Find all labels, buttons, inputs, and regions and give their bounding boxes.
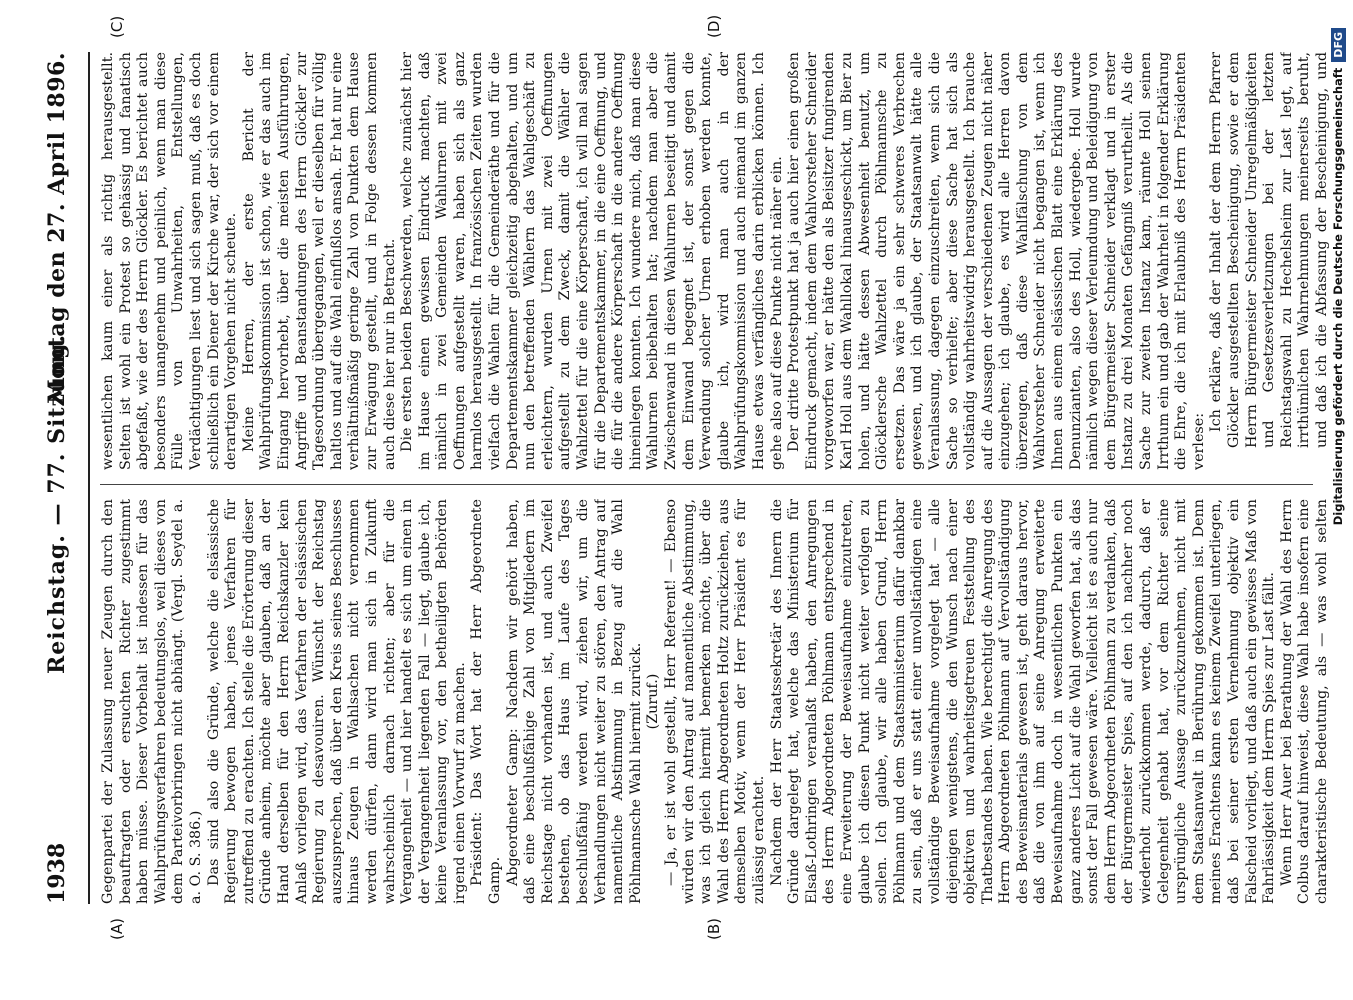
paragraph: Wenn Herr Auer bei Berathung der Wahl des Herrn Colbus darauf hinweist, diese Wahl habe insofern eine charakteristische Bedeutung, als — was wohl selten — [1278, 499, 1330, 904]
margin-marker-a: (A) — [108, 918, 126, 940]
paragraph: Nachdem der Herr Staatssekretär des Innern die Gründe dargelegt hat, welche das Ministerium für Elsaß-Lothringen veranlaßt haben, den Anregungen des Herrn Abgeordneten Pöhlmann entsprechend in eine Erweiterung der Beweisaufnahme einzutreten, glaube ich diesen Punkt nicht weiter verfolgen zu sollen. Ich glaube, wir alle haben Grund, Herrn Pöhlmann und dem Staatsministerium dafür dankbar zu sein, daß er uns statt einer unvollständigen eine vollständige Beweisaufnahme vorgelegt hat — alle diejenigen wenigstens, die den Wunsch nach einer objektiven und wahrheitsgetreuen Feststellung des Thatbestandes haben. Wie berechtigt die Anregung des Herrn Abgeordneten Pöhlmann auf Vervollständigung des Beweismaterials gewesen ist, geht daraus hervor, daß die von ihm auf seine Anregung erweiterte Beweisaufnahme doch in wesentlichen Punkten ein ganz anderes Licht auf die Wahl geworfen hat, als das sonst der Fall gewesen wäre. Vielleicht ist es auch nur dem Herrn Abgeordneten Pöhlmann zu verdanken, daß der Bürgermeister Spies, auf den ich nachher noch wiederholt zurückkommen werde, dadurch, daß er Gelegenheit gehabt hat, vor dem Richter seine ursprüngliche Aussage zurückzunehmen, nicht mit dem Staatsanwalt in Berührung gekommen ist. Denn meines Erachtens kann es keinem Zweifel unterliegen, daß bei seiner ersten Vernehmung objektiv ein Falscheid vorliegt, und daß auch ein gewisses Maß von Fahrlässigkeit dem Herrn Spies zur Last fällt. — [768, 499, 1278, 904]
header-rule — [88, 52, 90, 904]
funding-note: Digitalisierung gefördert durch die Deutsche Forschungsgemeinschaft — [1331, 67, 1345, 526]
margin-marker-b: (B) — [705, 918, 723, 940]
page-number: 1938 — [44, 842, 70, 904]
paragraph: — Ja, er ist wohl gestellt, Herr Referent! — Ebenso würden wir den Antrag auf namentliche Abstimmung, was ich gleich hiermit bemerken möchte, über die Wahl des Herrn Abgeordneten Holtz zurückziehen, aus demselben Motiv, wenn der Herr Präsident es für zulässig erachtet. — [663, 499, 767, 904]
paragraph: Gegenpartei der Zulassung neuer Zeugen durch den beauftragten oder ersuchten Richter zugestimmt haben müsse. Dieser Vorbehalt ist indessen für das Wahlprüfungsverfahren bedeutungslos, weil dieses von dem Parteivorbringen nicht abhängt. (Vergl. Seydel a. a. O. S. 386.) — [100, 499, 204, 904]
paragraph: Das sind also die Gründe, welche die elsässische Regierung bewogen haben, jenes Verfahren für zutreffend zu erachten. Ich stelle die Erörterung dieser Gründe anheim, möchte aber glauben, daß an der Hand derselben für den Herrn Reichskanzler kein Anlaß vorliegen wird, das Verfahren der elsässischen Regierung zu desavouiren. Wünscht der Reichstag auszusprechen, daß über den Kreis seines Beschlusses hinaus Zeugen in Wahlsachen nicht vernommen werden dürfen, dann wird man sich in Zukunft wahrscheinlich darnach richten; aber für die Vergangenheit — und hier handelt es sich um einen in der Vergangenheit liegenden Fall — liegt, glaube ich, keine Veranlassung vor, den betheiligten Behörden irgend einen Vorwurf zu machen. — [205, 499, 468, 904]
paragraph: Abgeordneter Gamp: Nachdem wir gehört haben, daß eine beschlußfähige Zahl von Mitgliedern im Reichstage nicht vorhanden ist, und auch Zweifel bestehen, ob das Haus im Laufe des Tages beschlußfähig werden wird, ziehen wir, um die Verhandlungen nicht weiter zu stören, den Antrag auf namentliche Abstimmung in Bezug auf die Wahl Pöhlmannsche Wahl hiermit zurück. — [504, 499, 644, 904]
margin-marker-c: (C) — [108, 15, 126, 38]
quoted-declaration: Ich erkläre, daß der Inhalt der dem Herrn Pfarrer Glöckler ausgestellten Bescheinigung, sowie er dem Herrn Bürgermeister Schneider Unregelmäßigkeiten und Gesetzesverletzungen bei der letzten Reichstagswahl zu Hechelsheim zur Last legt, auf irrthümlichen Wahrnehmungen meinerseits beruht, und daß ich die Abfassung der Bescheinigung, und — [1208, 52, 1330, 448]
page-header — [40, 52, 80, 904]
interjection: (Zuruf.) — [645, 673, 662, 730]
digitization-footer — [1328, 10, 1350, 990]
paragraph: Präsident: Das Wort hat der Herr Abgeordnete Gamp. — [469, 499, 504, 904]
paragraph: Meine Herren, der erste Bericht der Wahlprüfungskommission ist schon, wie er das auch im Eingang hervorhebt, über die meisten Ausführungen, Angriffe und Beanstandungen des Herrn Glöckler zur Tagesordnung übergegangen, weil er dieselben für völlig haltlos und auf die Wahl einflußlos ansah. Er hat nur eine verhältnißmäßig geringe Zahl von Punkten dem Hause zur Erwägung gestellt, und in Folge dessen kommen auch diese hier nur in Betracht. — [240, 52, 398, 470]
paragraph: wesentlichen kaum einer als richtig herausgestellt. Selten ist wohl ein Protest so gehässig und fanatisch abgefaßt, wie der des Herrn Glöckler. Es berichtet auch besonders unangenehm und peinlich, wenn man diese Fülle von Unwahrheiten, Entstellungen, Verdächtigungen liest und sich sagen muß, daß es doch schließlich ein Diener der Kirche war, der sich vor einem derartigen Vorgehen nicht scheute. — [100, 52, 240, 470]
paragraph: Die ersten beiden Beschwerden, welche zunächst hier im Hause einen gewissen Eindruck machten, daß nämlich in zwei Gemeinden Wahlurnen mit zwei Oeffnungen aufgestellt waren, haben sich als ganz harmlos herausgestellt. In französischen Zeiten wurden vielfach die Wahlen für die Gemeinderäthe und für die Departementskammer gleichzeitig abgehalten, und um nun den betreffenden Wählern das Wahlgeschäft zu erleichtern, wurden Urnen mit zwei Oeffnungen aufgestellt zu dem Zweck, damit die Wähler die Wahlzettel für die eine Körperschaft, ich will mal sagen für die Departementskammer, in die eine Oeffnung, und die für die andere Körperschaft in die andere Oeffnung hineinlegen konnten. Ich wundere mich, daß man diese Wahlurnen beibehalten hat; nachdem man aber die Zwischenwand in diesen Wahlurnen beseitigt und damit dem Einwand begegnet ist, der sonst gegen die Verwendung solcher Urnen erhoben werden konnte, glaube ich, wird man auch in der Wahlprüfungskommission und auch niemand im ganzen Hause etwas verfängliches darin erblicken können. Ich gehe also auf diese Punkte nicht näher ein. — [399, 52, 785, 470]
session-title: Reichstag. — 77. Sitzung. — [44, 333, 70, 674]
right-column — [100, 52, 1333, 470]
column-separator — [100, 484, 1313, 485]
dfg-logo: DFG — [1331, 28, 1346, 62]
left-column — [100, 499, 1333, 904]
paragraph: Der dritte Protestpunkt hat ja auch hier einen großen Eindruck gemacht, indem dem Wahlvorsteher Schneider vorgeworfen war, er hätte den als Beisitzer fungirenden Karl Holl aus dem Wahllokal hinausgeschickt, um Bier zu holen, und hätte dessen Abwesenheit benutzt, um Glöcklersche Wahlzettel durch Pöhlmannsche zu ersetzen. Das wäre ja ein sehr schweres Verbrechen gewesen, und ich glaube, der Staatsanwalt hätte alle Veranlassung, dagegen einzuschreiten, wenn sich die Sache so verhielte; aber diese Sache hat sich als vollständig wahrheitswidrig herausgestellt. Ich brauche auf die Aussagen der verschiedenen Zeugen nicht näher einzugehen; ich glaube, es wird alle Herren davon überzeugen, daß diese Wahlfälschung von dem Wahlvorsteher Schneider nicht begangen ist, wenn ich Ihnen aus einem elsässischen Blatt eine Erklärung des Denunzianten, also des Holl, wiedergebe. Holl wurde nämlich wegen dieser Verleumdung und Beleidigung von dem Bürgermeister Schneider verklagt und in erster Instanz zu drei Monaten Gefängniß verurtheilt. Als die Sache zur zweiten Instanz kam, räumte Holl seinen Irrthum ein und gab der Wahrheit in folgender Erklärung die Ehre, die ich mit Erlaubniß des Herrn Präsidenten verlese: — [786, 52, 1207, 470]
margin-marker-d: (D) — [705, 14, 723, 38]
session-date: Montag den 27. April 1896. — [44, 52, 70, 404]
